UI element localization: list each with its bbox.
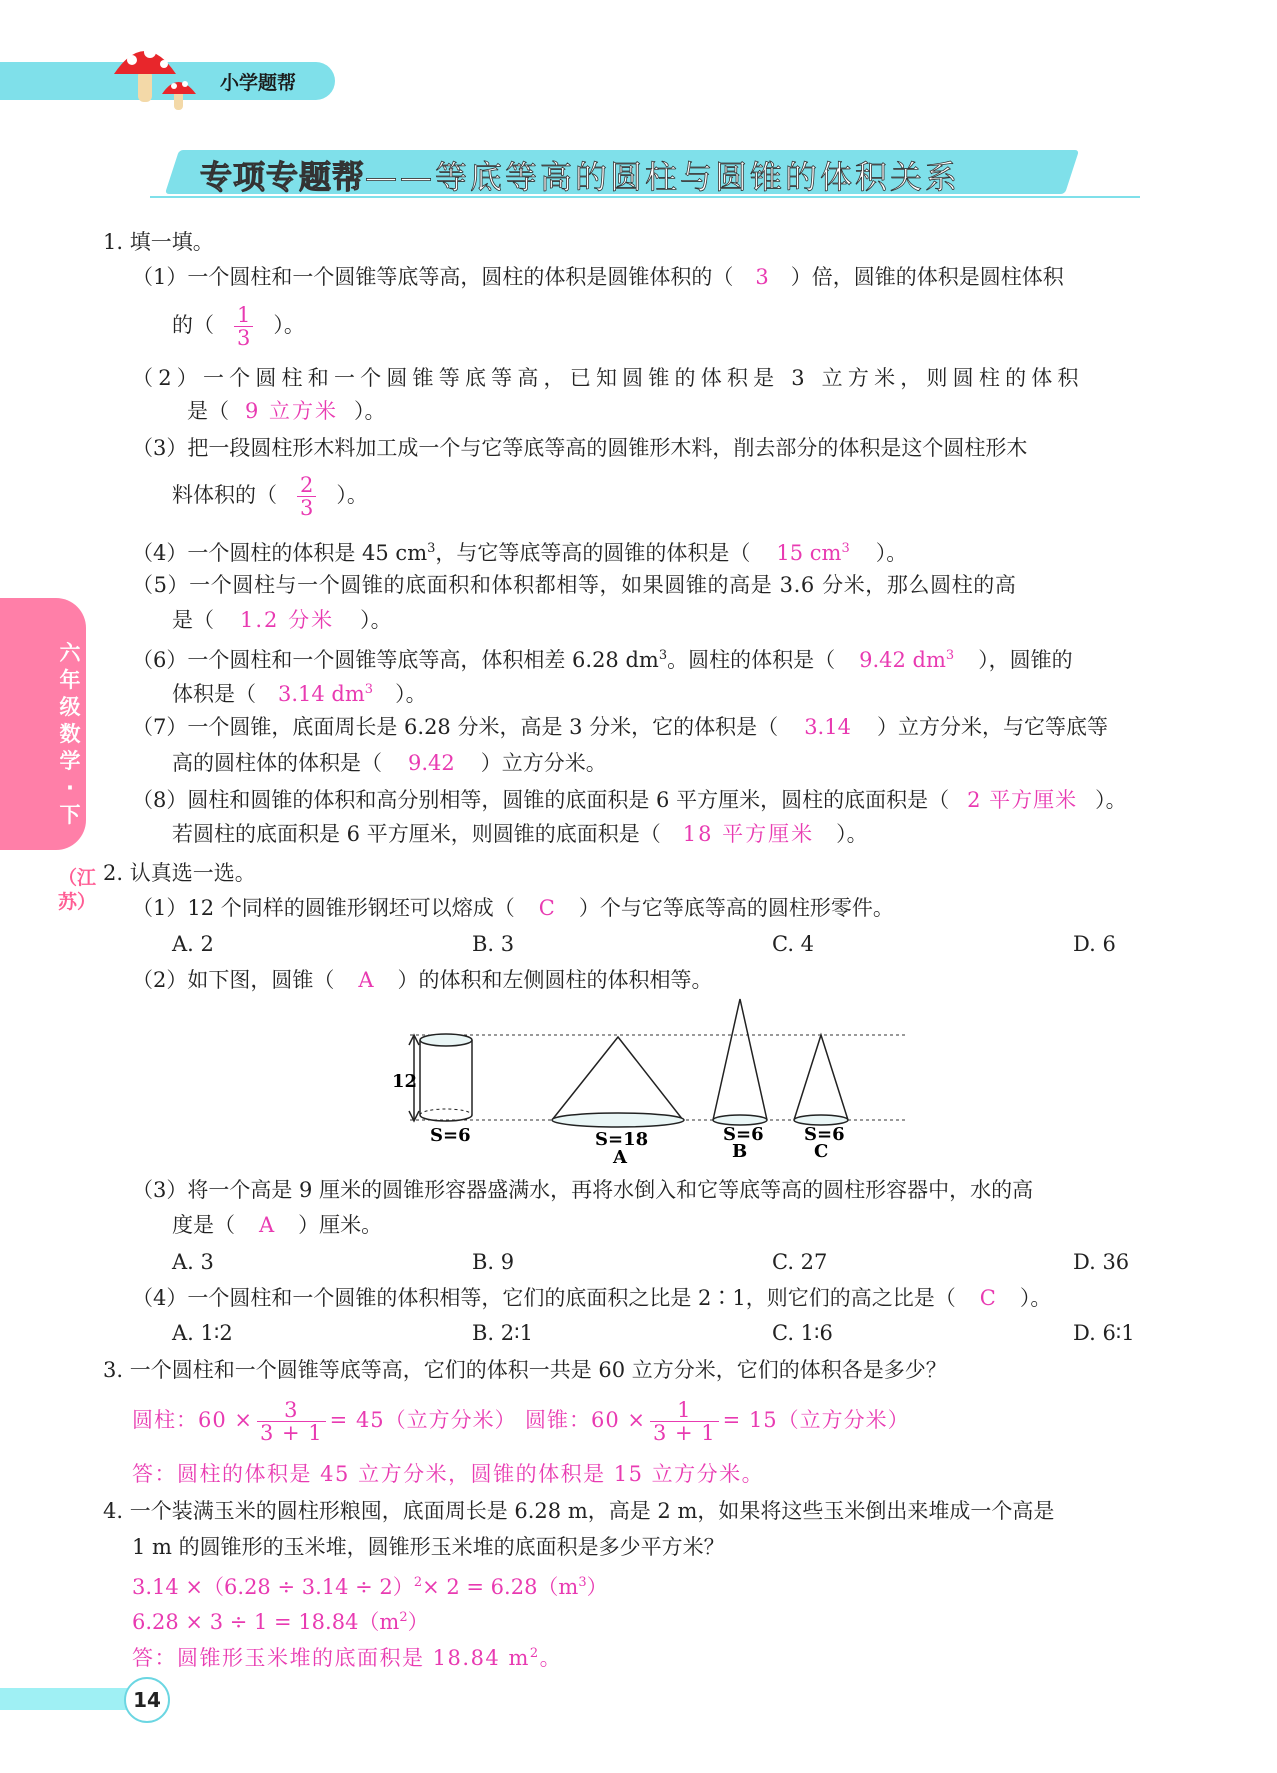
q2-s1: （1）12 个同样的圆锥形钢坯可以熔成（ C ）个与它等底等高的圆柱形零件。 [132,896,894,920]
q2-s3-line2: 度是（ A ）厘米。 [172,1213,383,1237]
answer: A [259,1213,275,1237]
section-title-dash: —— [365,158,436,196]
cone-b-area-label: S=6 [723,1124,764,1145]
height-label: 12 [392,1071,418,1092]
q1-s3-line2: 料体积的（ $\frac{2}{3}$ ）。 [172,473,368,520]
answer: 9 立方米 [245,399,339,423]
q1-s4: （4）一个圆柱的体积是 45 $cm^3$，与它等底等高的圆锥的体积是（ 15 $cm^3$ ）。 [132,541,908,565]
section-title-topic: 等底等高的圆柱与圆锥的体积关系 [435,158,961,196]
q4-answer: 答：圆锥形玉米堆的底面积是 18.84 $m^2$。 [132,1646,563,1670]
answer: 1.2 分米 [240,608,335,632]
q1-s7-line2: 高的圆柱体的体积是（ 9.42 ）立方分米。 [172,751,607,775]
q2-s2: （2）如下图，圆锥（ A ）的体积和左侧圆柱的体积相等。 [132,968,713,992]
answer: C [538,896,555,920]
q2-s3-option-d: D. 36 [1073,1250,1130,1274]
q1-s5-line2: 是（ 1.2 分米 ）。 [172,608,392,632]
q1-s8-line1: （8）圆柱和圆锥的体积和高分别相等，圆锥的底面积是 6 平方厘米，圆柱的底面积是（ 2 平方厘米 ）。 [132,788,1127,812]
q2-s4-option-a: A. 1∶2 [172,1321,233,1345]
answer: 9.42 [408,751,455,775]
section-title [200,152,1100,196]
q2-s3-option-b: B. 9 [472,1250,515,1274]
q2-s1-option-b: B. 3 [472,932,515,956]
q2-s3-line1: （3）将一个高是 9 厘米的圆锥形容器盛满水，再将水倒入和它等底等高的圆柱形容器中，水的高 [132,1178,1034,1202]
page-number: 14 [124,1677,170,1723]
answer: 18 平方厘米 [682,822,815,846]
answer: 3.14 $dm^3$ [278,682,374,706]
q1-title: 1. 填一填。 [103,230,214,254]
side-tab-grade: 六年级数学·下 [59,641,81,827]
q3-answer: 答：圆柱的体积是 45 立方分米，圆锥的体积是 15 立方分米。 [132,1462,765,1486]
q2-s1-option-d: D. 6 [1073,932,1116,956]
cone-c-area-label: S=6 [804,1124,845,1145]
cone-a-label: A [613,1147,627,1168]
q1-s1-line2: 的（ $\frac{1}{3}$ ）。 [172,303,305,350]
answer-fraction: $\frac{1}{3}$ [234,304,253,349]
section-title-series: 专项专题帮 [200,158,366,196]
answer: 3 [755,265,769,289]
side-tab-province: （江苏） [58,867,97,913]
q4-calc2: $6.28 \times 3 \div 1 = 18.84(m^2)$ [132,1610,429,1634]
cone-b-shape [713,999,767,1125]
fraction: $\frac{1}{3 + 1}$ [650,1399,719,1444]
q2-s4-option-c: C. 1∶6 [772,1321,833,1345]
q1-s8-line2: 若圆柱的底面积是 6 平方厘米，则圆锥的底面积是（ 18 平方厘米 ）。 [172,822,868,846]
cone-c-shape [794,1035,848,1125]
q1-s7-line1: （7）一个圆锥，底面周长是 6.28 分米，高是 3 分米，它的体积是（ 3.14 ）立方分米，与它等底等 [132,715,1108,739]
q1-s5-line1: （5）一个圆柱与一个圆锥的底面积和体积都相等，如果圆锥的高是 3.6 分米，那么圆柱的高 [132,573,1017,597]
cone-a-shape [552,1037,684,1127]
q3-cone-calc: 圆锥：60 × $\frac{1}{3 + 1}$ = 15（立方分米） [525,1398,910,1445]
answer: C [979,1286,996,1310]
q2-s4: （4）一个圆柱和一个圆锥的体积相等，它们的底面积之比是 2∶1，则它们的高之比是（ C ）。 [132,1286,1052,1310]
q4-line1: 4. 一个装满玉米的圆柱形粮囤，底面周长是 6.28 m，高是 2 m，如果将这些玉米倒出来堆成一个高是 [103,1499,1055,1523]
q2-s1-option-a: A. 2 [172,932,214,956]
fraction: $\frac{3}{3 + 1}$ [257,1399,326,1444]
q2-title: 2. 认真选一选。 [103,861,256,885]
mushroom-icon [108,34,208,114]
answer: 2 平方厘米 [967,788,1078,812]
q2-s1-option-c: C. 4 [772,932,815,956]
q2-s4-option-b: B. 2∶1 [472,1321,533,1345]
brand-title: 小学题帮 [220,72,297,94]
q1-s1-line1: （1）一个圆柱和一个圆锥等底等高，圆柱的体积是圆锥体积的（ 3 ）倍，圆锥的体积是圆柱体积 [132,265,1064,289]
q1-s6-line1: （6）一个圆柱和一个圆锥等底等高，体积相差 6.28 $dm^3$。圆柱的体积是（ 9.42 $dm^3$ ），圆锥的 [132,648,1073,672]
q1-s6-line2: 体积是（ 3.14 $dm^3$ ）。 [172,682,427,706]
cylinder-shape [420,1034,472,1121]
q4-line2: 1 m 的圆锥形的玉米堆，圆锥形玉米堆的底面积是多少平方米？ [132,1535,725,1559]
answer: 9.42 $dm^3$ [859,648,955,672]
cylinder-area-label: S=6 [430,1125,471,1146]
q2-s3-option-c: C. 27 [772,1250,828,1274]
q4-calc1: $3.14 \times(6.28 \div 3.14 \div 2)^2\times 2 = 6.28(m^3)$ [132,1575,608,1599]
q3-title: 3. 一个圆柱和一个圆锥等底等高，它们的体积一共是 60 立方分米，它们的体积各是多少？ [103,1358,947,1382]
q3-cylinder-calc: 圆柱：60 × $\frac{3}{3 + 1}$ = 45（立方分米） [132,1398,517,1445]
q1-s2-line2: 是（ 9 立方米 ）。 [187,399,386,423]
q2-s3-option-a: A. 3 [172,1250,214,1274]
q2-s4-option-d: D. 6∶1 [1073,1321,1135,1345]
cone-a-area-label: S=18 [595,1129,649,1150]
answer: A [358,968,374,992]
answer-fraction: $\frac{2}{3}$ [297,474,316,519]
answer: 15 $cm^3$ [776,541,850,565]
q1-s3-line1: （3）把一段圆柱形木料加工成一个与它等底等高的圆锥形木料，削去部分的体积是这个圆柱形木 [132,436,1028,460]
answer: 3.14 [804,715,851,739]
cone-b-label: B [732,1141,748,1162]
q1-s2-line1: （2）一个圆柱和一个圆锥等底等高，已知圆锥的体积是 3 立方米，则圆柱的体积 [132,366,1084,390]
cone-c-label: C [814,1141,829,1162]
banner-underline [150,196,1140,198]
volume-figure [380,995,920,1170]
